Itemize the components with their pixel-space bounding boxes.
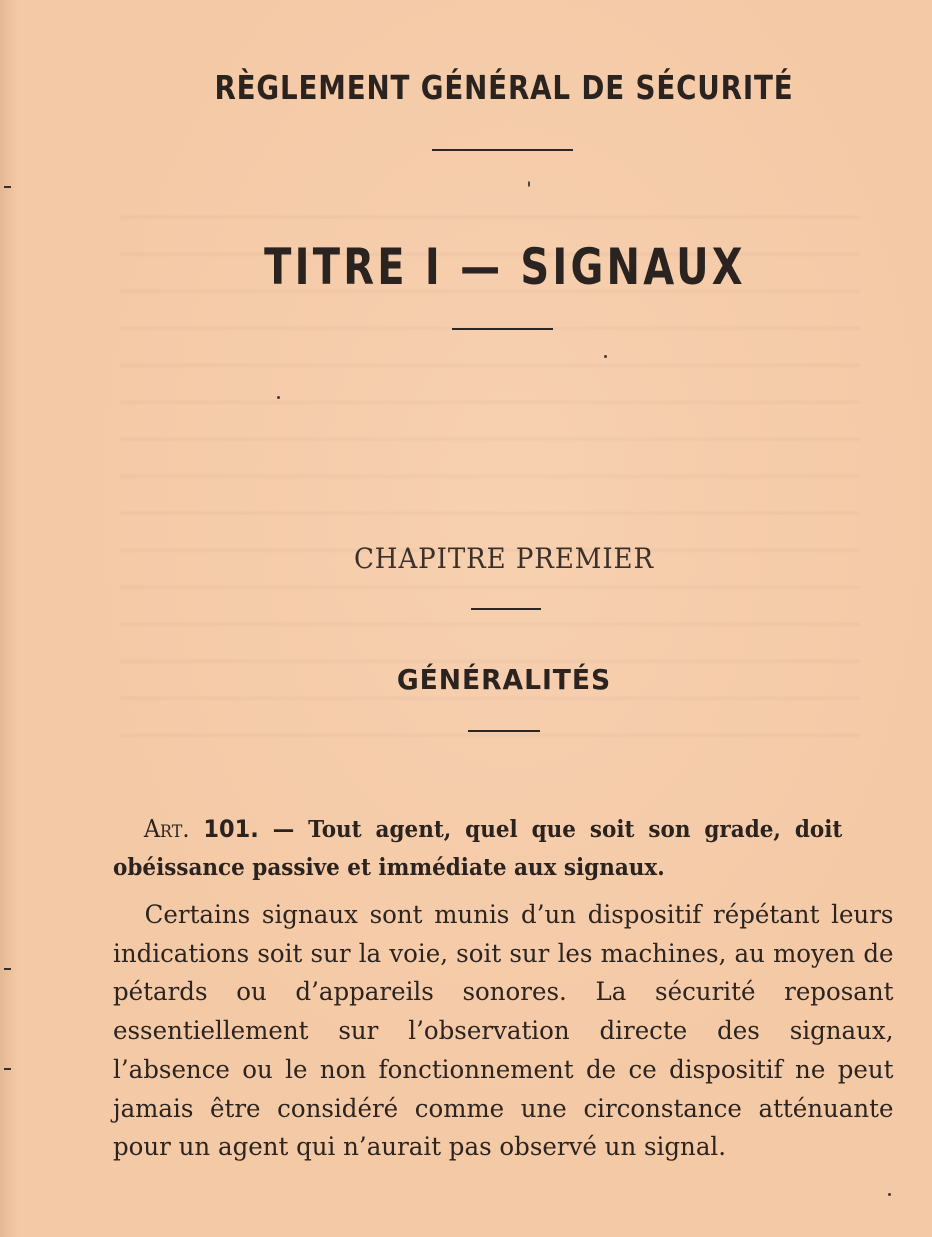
article-label: Art. (143, 815, 190, 843)
divider-rule (432, 149, 573, 151)
chapter-label: CHAPITRE PREMIER (353, 542, 655, 575)
article-text: — Tout agent, quel que soit son grade, doit obéissance passive et immédiate aux signaux. (113, 816, 843, 881)
divider-rule (452, 328, 553, 330)
divider-rule (471, 608, 541, 610)
ink-speck (277, 396, 280, 399)
regulation-title: RÈGLEMENT GÉNÉRAL DE SÉCURITÉ (214, 68, 794, 107)
ink-speck (604, 355, 607, 358)
chapter-heading: GÉNÉRALITÉS (396, 663, 612, 696)
body-paragraph: Certains signaux sont munis d’un dispositif répétant leurs indications soit sur la voie, soit sur les machines, au moyen de pétards ou d’appareils sonores. La sécurité reposant essentiellement sur l’observation directe des signaux, l’absence ou le non fonctionnement de ce dispositif ne peut jamais être considéré comme une circonstance atténuante pour un agent qui n’aurait pas observé un signal. (113, 900, 894, 1163)
article-101 (113, 810, 842, 887)
margin-mark (4, 968, 11, 970)
margin-mark (4, 186, 11, 188)
divider-rule (468, 730, 540, 732)
ink-speck (888, 1193, 891, 1196)
part-title: TITRE I — SIGNAUX (264, 238, 746, 296)
margin-mark (4, 1068, 11, 1070)
article-number: 101. (203, 815, 259, 843)
ink-speck (528, 181, 530, 187)
